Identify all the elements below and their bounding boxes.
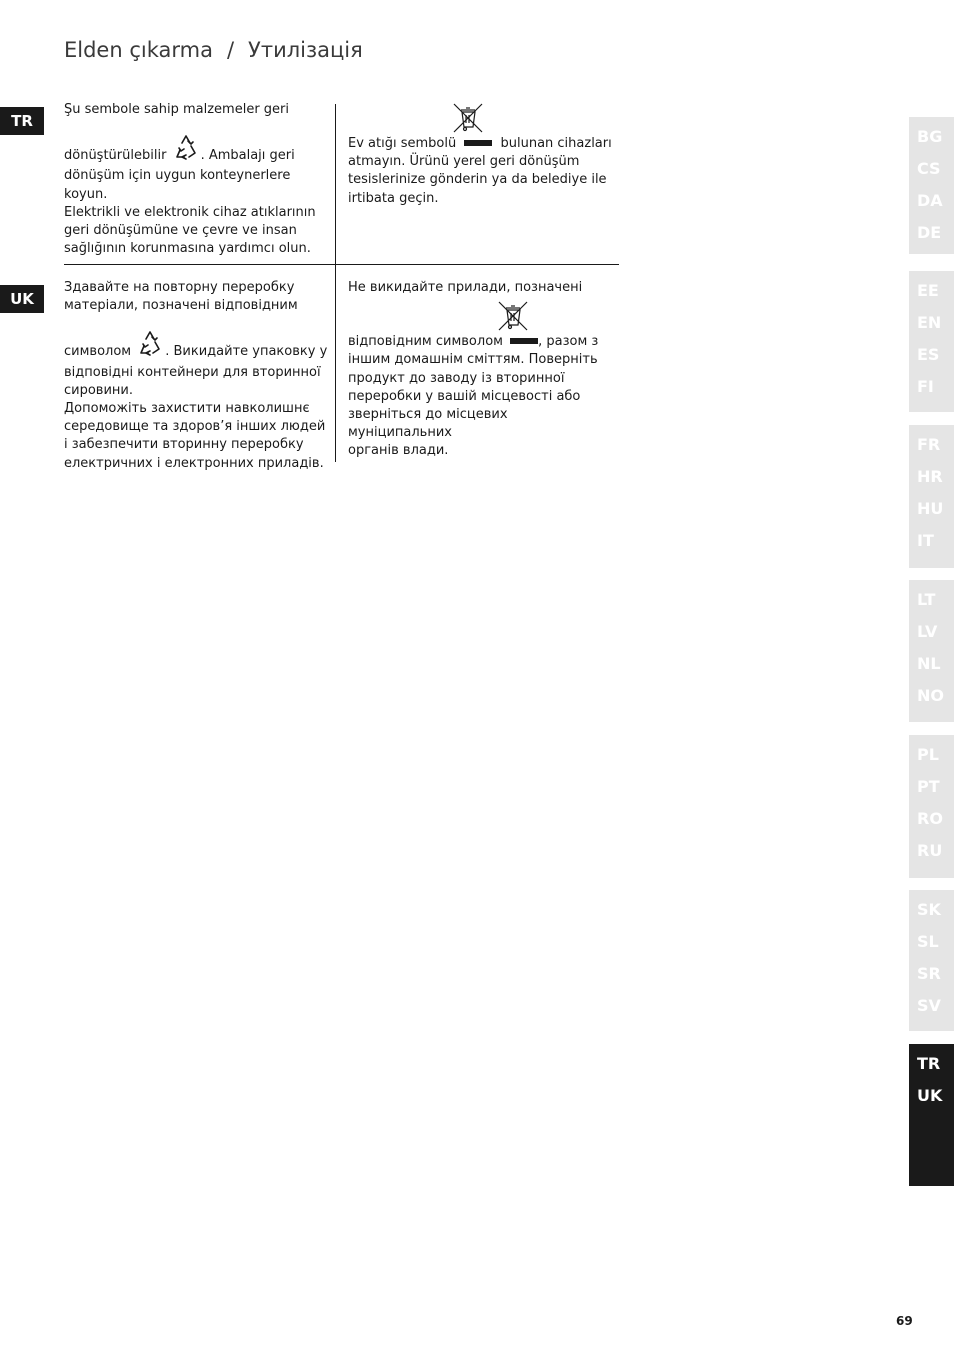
sidebar-item-hu[interactable]: HU — [917, 499, 944, 518]
sidebar-item-pt[interactable]: PT — [917, 777, 940, 796]
sidebar-item-lv[interactable]: LV — [917, 622, 938, 641]
sidebar-item-uk[interactable]: UK — [917, 1086, 943, 1105]
title-separator: / — [226, 38, 235, 62]
sidebar-item-fr[interactable]: FR — [917, 435, 941, 454]
lang-tag-tr: TR — [0, 107, 44, 135]
sidebar-item-es[interactable]: ES — [917, 345, 940, 364]
tr-disposal-text: Ev atığı sembolü bulunan cihazları atmayın. Ürünü yerel geri dönüşüm tesislerinize gönderin ya da belediye ile irtibata geçin. — [348, 101, 613, 208]
sidebar-item-ee[interactable]: EE — [917, 281, 939, 300]
column-divider-uk — [335, 265, 336, 462]
sidebar-group-7 — [909, 1044, 954, 1186]
sidebar-item-sk[interactable]: SK — [917, 900, 941, 919]
recycle-icon — [135, 327, 165, 363]
sidebar-item-it[interactable]: IT — [917, 531, 934, 550]
sidebar-item-tr[interactable]: TR — [917, 1054, 941, 1073]
uk-disposal-text: Не викидайте прилади, позначені відповідним символом , разом з іншим домашнім сміттям. Поверніть продукт до заводу із вторинної переробки у вашій місцевості або зверніться до місцевих муніципальних органів влади. — [348, 280, 599, 459]
sidebar-group-4 — [909, 580, 954, 722]
sidebar-item-ru[interactable]: RU — [917, 841, 943, 860]
sidebar-item-lt[interactable]: LT — [917, 590, 936, 609]
sidebar-item-sl[interactable]: SL — [917, 932, 939, 951]
column-divider-tr — [335, 104, 336, 264]
sidebar-item-sr[interactable]: SR — [917, 964, 941, 983]
sidebar-item-hr[interactable]: HR — [917, 467, 943, 486]
sidebar-item-sv[interactable]: SV — [917, 996, 941, 1015]
recycle-icon — [171, 131, 201, 167]
sidebar-item-bg[interactable]: BG — [917, 127, 943, 146]
sidebar-group-1 — [909, 117, 954, 254]
sidebar-item-ro[interactable]: RO — [917, 809, 943, 828]
page-title — [64, 38, 363, 62]
sidebar-item-no[interactable]: NO — [917, 686, 944, 705]
tr-recycle-text: Şu sembole sahip malzemeler geri dönüştürülebilir . Ambalajı geri dönüşüm için uygun konteynerlere koyun. Elektrikli ve elektronik cihaz atıklarının geri dönüşümüne ve çevre ve insan sağlığının korunmasına yardımcı olun. — [64, 102, 316, 257]
sidebar-item-cs[interactable]: CS — [917, 159, 941, 178]
section-divider — [64, 264, 619, 265]
sidebar-item-da[interactable]: DA — [917, 191, 943, 210]
sidebar-group-5 — [909, 735, 954, 878]
uk-recycle-text: Здавайте на повторну переробку матеріали, позначені відповідним символом . Викидайте упаковку у відповідні контейнери для вторинної сировини. Допоможіть захистити навколишнє середовище та здоров’я інших людей і забезпечити вторинну переробку електричних і електронних приладів. — [64, 280, 328, 471]
sidebar-group-3 — [909, 425, 954, 568]
title-tr: Elden çıkarma — [64, 38, 213, 62]
sidebar-item-en[interactable]: EN — [917, 313, 942, 332]
sidebar-item-fi[interactable]: FI — [917, 377, 934, 396]
sidebar-item-nl[interactable]: NL — [917, 654, 941, 673]
sidebar-group-6 — [909, 890, 954, 1031]
sidebar-item-de[interactable]: DE — [917, 223, 942, 242]
title-uk: Утилізація — [248, 38, 363, 62]
lang-tag-uk: UK — [0, 285, 44, 313]
crossed-out-wheelie-bin-icon — [451, 101, 485, 141]
crossed-out-wheelie-bin-icon — [496, 299, 530, 339]
sidebar-group-2 — [909, 271, 954, 412]
page-number: 69 — [896, 1314, 913, 1328]
sidebar-item-pl[interactable]: PL — [917, 745, 939, 764]
